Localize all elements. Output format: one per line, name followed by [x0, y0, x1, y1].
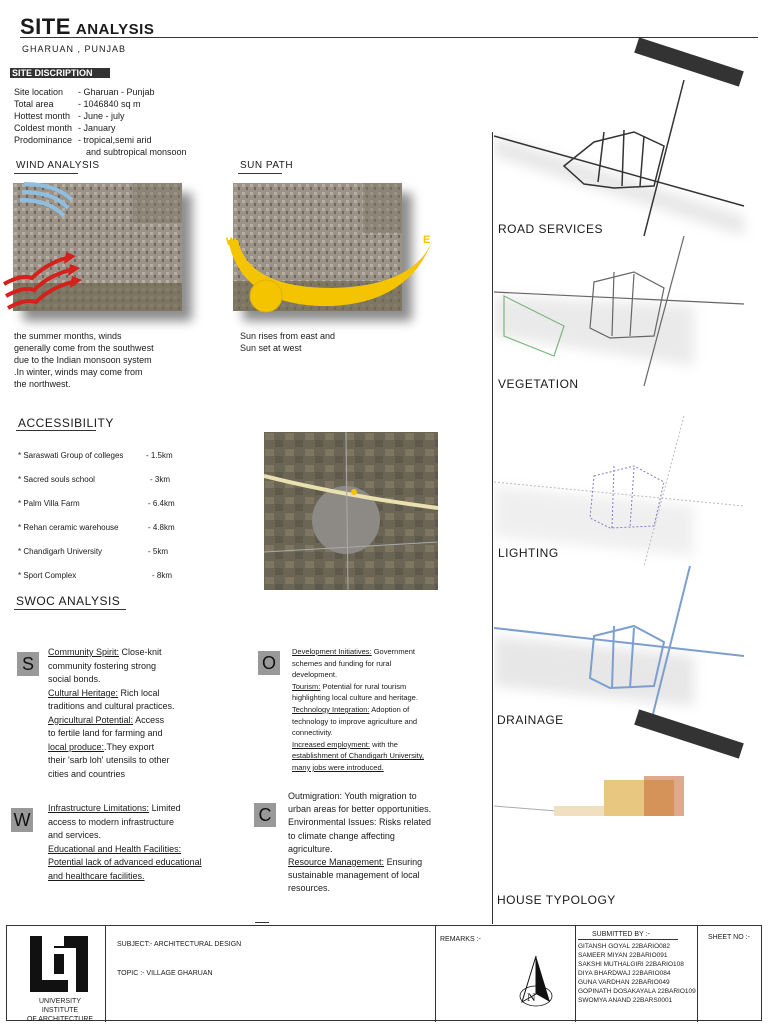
swoc-opportunities: Development Initiatives: Government schemes and funding for rural development. Tourism: Potential for rural tourism highlighting local culture and heritage. Technology Integration: Adoption of technology to improve agriculture and connectivity. Increased employment: with the establishment of Chandigarh University, many jobs were introduced.	[292, 647, 425, 772]
list-item: * Palm Villa Farm - 6.4km	[18, 499, 175, 508]
site-row: Hottest month - June - july	[14, 111, 125, 121]
location-subtitle: GHARUAN , PUNJAB	[22, 44, 127, 54]
site-row: Total area - 1046840 sq m	[14, 99, 141, 109]
footer-divider	[435, 926, 436, 1022]
sun-west-label: W	[226, 236, 237, 248]
layer-diagram-stack	[494, 36, 764, 816]
footer-divider	[105, 926, 106, 1022]
swoc-s-badge: S	[17, 652, 39, 676]
site-row: Site location - Gharuan - Punjab	[14, 87, 155, 97]
submitted-rule	[578, 939, 678, 940]
site-description-heading: SITE DISCRIPTION	[12, 68, 93, 78]
list-item: * Sport Complex - 8km	[18, 571, 172, 580]
site-row: Prodominance - tropical,semi arid	[14, 135, 152, 145]
accessibility-map-image	[264, 432, 438, 590]
wind-red-arrows	[2, 244, 82, 314]
accessibility-rule	[16, 430, 96, 431]
accessibility-list	[18, 444, 175, 588]
accessibility-map-svg	[264, 432, 438, 590]
north-label: N	[527, 990, 536, 1004]
swoc-rule	[14, 609, 126, 610]
wind-blue-arcs	[16, 178, 96, 228]
swoc-heading: SWOC ANALYSIS	[16, 594, 121, 608]
site-row: Coldest month - January	[14, 123, 116, 133]
sun-path-heading: SUN PATH	[240, 160, 294, 171]
footer-divider	[575, 926, 576, 1022]
wind-description: the summer months, winds generally come from the southwest due to the Indian monsoon system .In winter, winds may come from the northwest.	[14, 331, 154, 389]
list-item: * Saraswati Group of colleges - 1.5km	[18, 451, 173, 460]
sheet-no-label: SHEET NO :-	[708, 934, 750, 941]
sun-east-label: E	[423, 234, 431, 246]
sun-description: Sun rises from east and Sun set at west	[240, 331, 336, 353]
right-panel-rule	[492, 132, 493, 924]
swoc-weaknesses: Infrastructure Limitations: Limited access to modern infrastructure and services. Educational and Health Facilities: Potential lack of advanced educational and healthcare facilities.	[48, 803, 202, 881]
team-members: GITANSH GOYAL 22BARIO082 SAMEER MIYAN 22BARIO091 SAKSHI MUTHALGIRI 22BARIO108 DIYA BHARDWAJ 22BARIO084 GUNA VARDHAN 22BARIO049 GOPINATH DOSAKAYALA 22BARIO109 SWOMYA ANAND 22BARS0001	[578, 943, 696, 1004]
swoc-w-badge: W	[11, 808, 33, 832]
wind-analysis-heading: WIND ANALYSIS	[16, 160, 100, 171]
swoc-c-badge: C	[254, 803, 276, 827]
swoc-strengths: Community Spirit: Close-knit community fostering strong social bonds. Cultural Heritage: Rich local traditions and cultural practices. Agricultural Potential: Access to fertile land for farming and local produce:.They export their 'sarb loh' utensils to other cities and countries	[48, 647, 175, 779]
sun-path-arc	[222, 226, 442, 316]
swoc-o-badge: O	[258, 651, 280, 675]
site-row-extra: and subtropical monsoon	[86, 147, 187, 157]
list-item: * Rehan ceramic warehouse - 4.8km	[18, 523, 175, 532]
uia-logo	[28, 934, 92, 994]
wind-heading-rule	[14, 173, 78, 174]
small-dash	[255, 922, 269, 923]
submitted-by-label: SUBMITTED BY :-	[592, 931, 650, 938]
sun-heading-rule	[238, 173, 282, 174]
remarks-label: REMARKS :-	[440, 936, 481, 943]
vegetation-label: VEGETATION	[498, 377, 579, 391]
swoc-challenges: Outmigration: Youth migration to urban areas for better opportunities. Environmental Issues: Risks related to climate change affecting agriculture. Resource Management: Ensuring sustainable management of local resources.	[288, 791, 432, 894]
list-item: * Chandigarh University - 5km	[18, 547, 168, 556]
site-description-table	[14, 86, 187, 158]
footer-divider	[697, 926, 698, 1022]
house-typology-label: HOUSE TYPOLOGY	[497, 893, 616, 907]
list-item: * Sacred souls school - 3km	[18, 475, 170, 484]
institute-name: UNIVERSITY INSTITUTE OF ARCHITECTURE	[26, 998, 94, 1023]
drainage-label: DRAINAGE	[497, 713, 564, 727]
lighting-label: LIGHTING	[498, 546, 559, 560]
page-title: SITE ANALYSIS	[20, 14, 155, 39]
topic-line: TOPIC :- VILLAGE GHARUAN	[117, 970, 213, 977]
road-services-label: ROAD SERVICES	[498, 222, 603, 236]
accessibility-heading: ACCESSIBILITY	[18, 416, 114, 430]
north-arrow-icon	[516, 954, 556, 1010]
subject-line: SUBJECT:- ARCHITECTURAL DESIGN	[117, 941, 242, 948]
